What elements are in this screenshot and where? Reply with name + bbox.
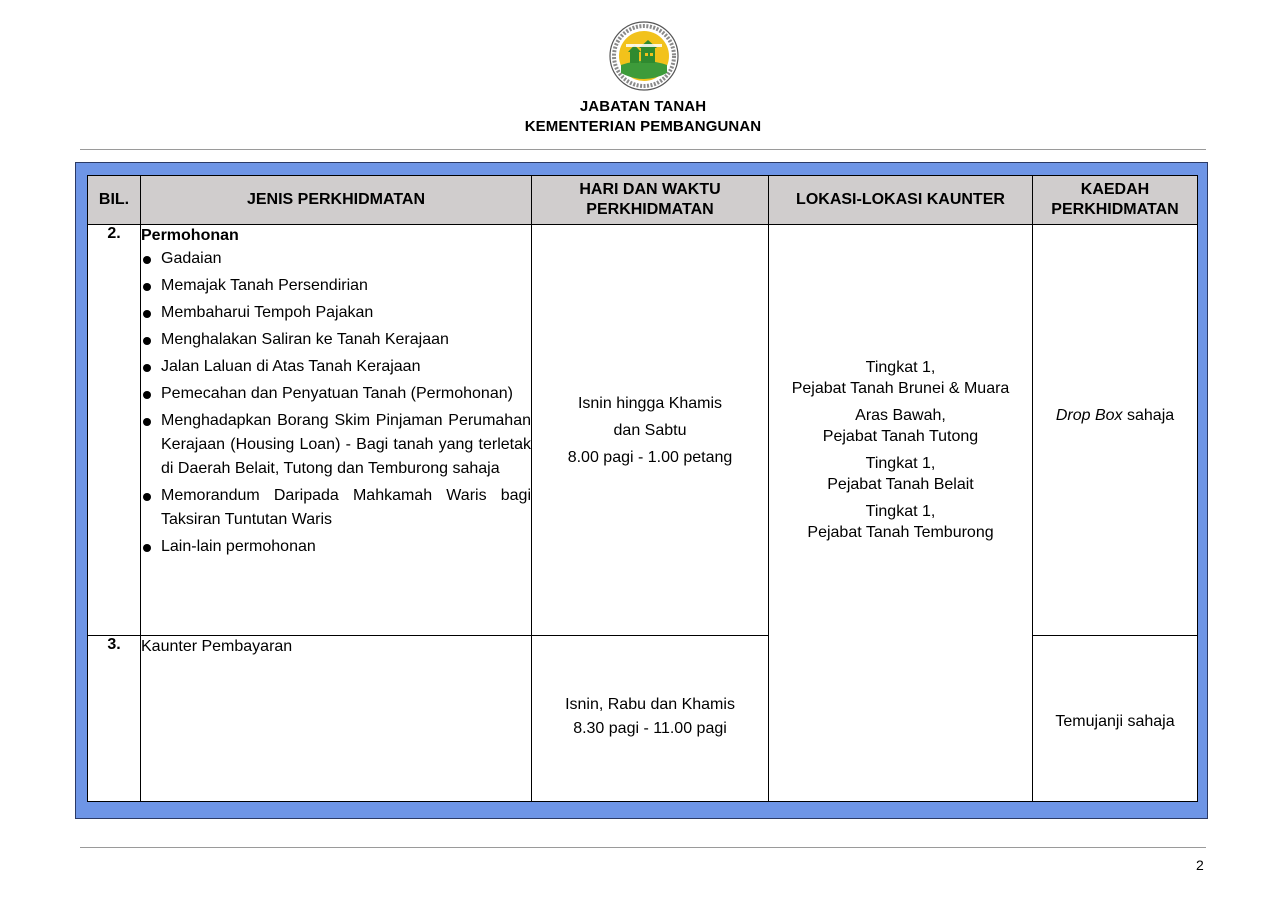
location-block	[769, 453, 1032, 495]
hours-line: Isnin, Rabu dan Khamis	[565, 695, 735, 713]
list-item-label: Gadaian	[161, 250, 222, 267]
list-item	[141, 274, 531, 298]
method-dropbox: Drop Box	[1055, 407, 1123, 424]
service-list	[141, 247, 531, 559]
services-table	[87, 175, 1198, 802]
bullet-icon	[143, 256, 151, 264]
bullet-icon	[143, 391, 151, 399]
header-divider	[80, 149, 1206, 150]
service-hours	[532, 636, 769, 802]
location-level: Aras Bawah,	[855, 407, 946, 424]
service-hours	[532, 225, 769, 636]
bullet-icon	[143, 310, 151, 318]
location-block	[769, 405, 1032, 447]
list-item	[141, 247, 531, 271]
list-item-label: Jalan Laluan di Atas Tanah Kerajaan	[161, 358, 421, 375]
location-level: Tingkat 1,	[865, 503, 936, 520]
location-office: Pejabat Tanah Temburong	[807, 524, 994, 541]
row-number: 2.	[88, 225, 141, 636]
list-item-label: Memajak Tanah Persendirian	[161, 277, 368, 294]
col-header-jenis: JENIS PERKHIDMATAN	[141, 176, 532, 225]
col-header-kaedah: KAEDAH PERKHIDMATAN	[1033, 176, 1198, 225]
list-item	[141, 328, 531, 352]
location-block	[769, 501, 1032, 543]
method-appointment: Temujanji sahaja	[1055, 712, 1175, 730]
org-name: JABATAN TANAH	[579, 98, 707, 115]
location-block	[769, 357, 1032, 399]
method-suffix: sahaja	[1122, 407, 1175, 424]
list-item	[141, 355, 531, 379]
list-item	[141, 409, 531, 481]
col-header-lokasi: LOKASI-LOKASI KAUNTER	[769, 176, 1033, 225]
service-method	[1033, 225, 1198, 636]
list-item	[141, 535, 531, 559]
location-office: Pejabat Tanah Brunei & Muara	[791, 380, 1010, 397]
hours-line: 8.00 pagi - 1.00 petang	[567, 448, 733, 466]
hours-line: dan Sabtu	[613, 421, 687, 439]
jabatan-tanah-seal-icon	[609, 21, 679, 91]
col-header-hari: HARI DAN WAKTU PERKHIDMATAN	[532, 176, 769, 225]
service-title: Permohonan	[141, 227, 239, 244]
service-title: Kaunter Pembayaran	[141, 638, 293, 655]
bullet-icon	[143, 283, 151, 291]
table-header-row	[88, 176, 1198, 225]
list-item-label: Menghalakan Saliran ke Tanah Kerajaan	[161, 331, 449, 348]
ministry-name: KEMENTERIAN PEMBANGUNAN	[524, 118, 762, 135]
location-level: Tingkat 1,	[865, 455, 936, 472]
list-item-label: Membaharui Tempoh Pajakan	[161, 304, 374, 321]
row-number: 3.	[88, 636, 141, 802]
col-header-bil: BIL.	[88, 176, 141, 225]
list-item-label: Menghadapkan Borang Skim Pinjaman Perumahan Kerajaan (Housing Loan) - Bagi tanah yang terletak di Daerah Belait, Tutong dan Temburong sahaja	[161, 412, 531, 477]
list-item-label: Memorandum Daripada Mahkamah Waris bagi Taksiran Tuntutan Waris	[161, 487, 531, 528]
hours-line: Isnin hingga Khamis	[577, 394, 723, 412]
page-number: 2	[1196, 857, 1204, 873]
bullet-icon	[143, 493, 151, 501]
service-cell	[141, 636, 532, 802]
list-item	[141, 484, 531, 532]
service-cell	[141, 225, 532, 636]
list-item-label: Pemecahan dan Penyatuan Tanah (Permohonan)	[161, 385, 513, 402]
location-office: Pejabat Tanah Belait	[827, 476, 974, 493]
list-item-label: Lain-lain permohonan	[161, 538, 316, 555]
list-item	[141, 382, 531, 406]
table-row	[88, 225, 1198, 636]
bullet-icon	[143, 364, 151, 372]
list-item	[141, 301, 531, 325]
bullet-icon	[143, 544, 151, 552]
location-level: Tingkat 1,	[865, 359, 936, 376]
bullet-icon	[143, 418, 151, 426]
bullet-icon	[143, 337, 151, 345]
footer-divider	[80, 847, 1206, 848]
hours-line: 8.30 pagi - 11.00 pagi	[573, 719, 727, 737]
location-office: Pejabat Tanah Tutong	[822, 428, 979, 445]
service-method	[1033, 636, 1198, 802]
counter-locations	[769, 225, 1033, 802]
